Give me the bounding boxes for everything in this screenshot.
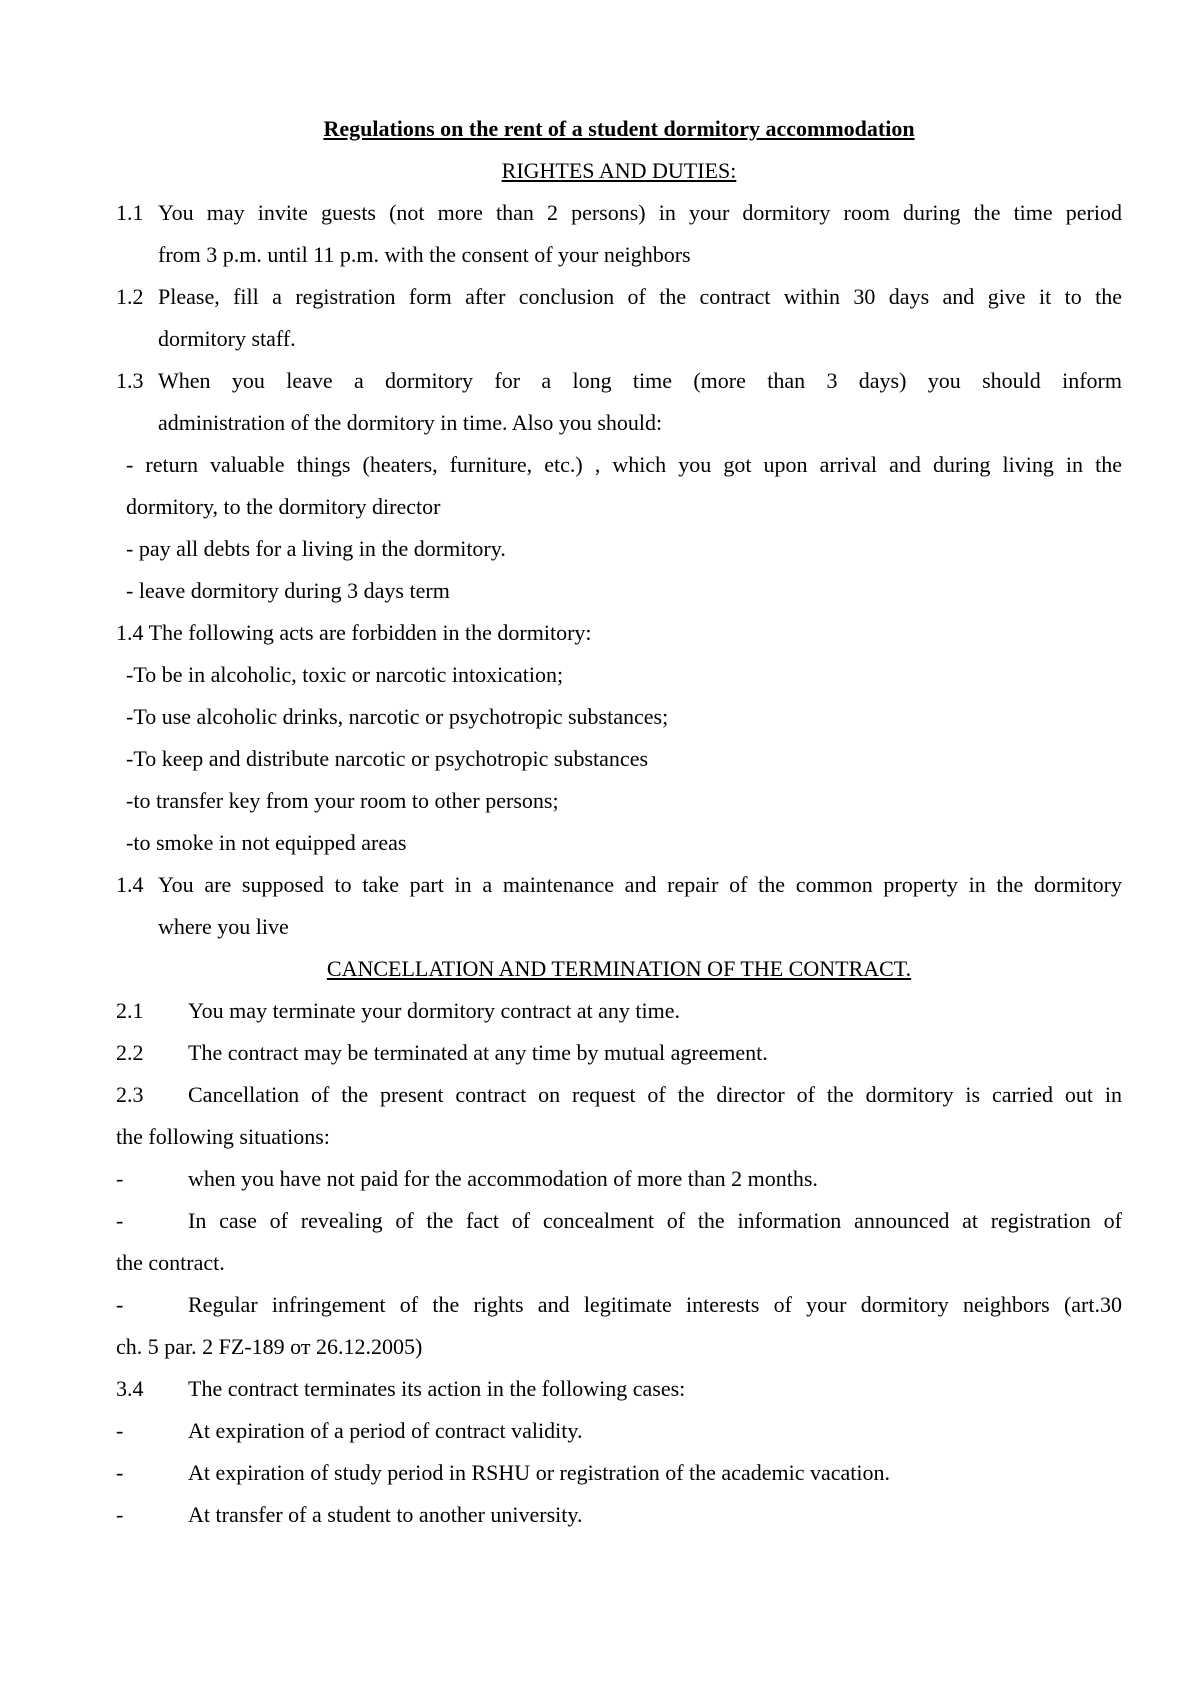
item-2-3 — [116, 1074, 1122, 1116]
item-2-3-cont: the following situations: — [116, 1124, 330, 1149]
title-line — [116, 108, 1122, 150]
item-number: 1.1 — [116, 200, 144, 225]
document-title: Regulations on the rent of a student dormitory accommodation — [323, 116, 915, 141]
section-heading-cancellation-text: CANCELLATION AND TERMINATION OF THE CONTRACT. — [326, 956, 912, 981]
termination-case — [116, 1410, 1122, 1452]
forbidden-item: -To be in alcoholic, toxic or narcotic intoxication; — [126, 662, 564, 687]
item-text: Cancellation of the present contract on request of the director of the dormitory is carried out in — [188, 1082, 1122, 1107]
item-1-2-cont: dormitory staff. — [158, 326, 296, 351]
situation-text: In case of revealing of the fact of concealment of the information announced at registration of — [188, 1208, 1122, 1233]
termination-text: At expiration of study period in RSHU or registration of the academic vacation. — [188, 1460, 890, 1485]
item-text: You may invite guests (not more than 2 persons) in your dormitory room during the time period — [158, 200, 1122, 225]
item-1-1-cont: from 3 p.m. until 11 p.m. with the consent of your neighbors — [158, 242, 691, 267]
item-text: Please, fill a registration form after conclusion of the contract within 30 days and give it to the — [158, 284, 1122, 309]
situation-concealment-cont: the contract. — [116, 1250, 225, 1275]
situation-infringement — [116, 1284, 1122, 1326]
item-1-3-cont: administration of the dormitory in time. Also you should: — [158, 410, 663, 435]
situation-text: when you have not paid for the accommodation of more than 2 months. — [188, 1166, 818, 1191]
bullet-return-things-cont: dormitory, to the dormitory director — [126, 494, 441, 519]
termination-text: At transfer of a student to another university. — [188, 1502, 583, 1527]
item-text: You are supposed to take part in a maintenance and repair of the common property in the dormitory — [158, 872, 1122, 897]
situation-unpaid — [116, 1158, 1122, 1200]
item-number: 2.1 — [116, 998, 144, 1023]
item-number: 3.4 — [116, 1376, 144, 1401]
dash-marker: - — [116, 1418, 124, 1443]
situation-concealment — [116, 1200, 1122, 1242]
termination-case — [116, 1494, 1122, 1536]
situation-infringement-cont: ch. 5 par. 2 FZ-189 от 26.12.2005) — [116, 1334, 423, 1359]
item-number: 2.2 — [116, 1040, 144, 1065]
bullet-pay-debts: - pay all debts for a living in the dormitory. — [126, 536, 506, 561]
termination-case — [116, 1452, 1122, 1494]
dash-marker: - — [116, 1292, 124, 1317]
bullet-return-things: - return valuable things (heaters, furniture, etc.) , which you got upon arrival and during living in the — [126, 452, 1122, 477]
item-number: 2.3 — [116, 1082, 144, 1107]
item-1-2 — [116, 276, 1122, 318]
forbidden-item: -To keep and distribute narcotic or psychotropic substances — [126, 746, 649, 771]
section-heading-cancellation — [116, 948, 1122, 990]
item-1-4-maintenance — [116, 864, 1122, 906]
dash-marker: - — [116, 1208, 124, 1233]
item-number: 1.4 — [116, 872, 144, 897]
item-2-2 — [116, 1032, 1122, 1074]
item-text: When you leave a dormitory for a long time (more than 3 days) you should inform — [158, 368, 1122, 393]
forbidden-item: -To use alcoholic drinks, narcotic or psychotropic substances; — [126, 704, 669, 729]
document-page — [116, 108, 1122, 1536]
item-1-4-forbidden: 1.4 The following acts are forbidden in the dormitory: — [116, 620, 592, 645]
situation-text: Regular infringement of the rights and legitimate interests of your dormitory neighbors (art.30 — [188, 1292, 1122, 1317]
termination-text: At expiration of a period of contract validity. — [188, 1418, 583, 1443]
item-3-4 — [116, 1368, 1122, 1410]
item-2-1 — [116, 990, 1122, 1032]
forbidden-item: -to smoke in not equipped areas — [126, 830, 407, 855]
dash-marker: - — [116, 1502, 124, 1527]
item-1-3 — [116, 360, 1122, 402]
item-1-1 — [116, 192, 1122, 234]
section-heading-rights — [116, 150, 1122, 192]
item-text: The contract may be terminated at any time by mutual agreement. — [188, 1040, 768, 1065]
item-text: You may terminate your dormitory contract at any time. — [188, 998, 681, 1023]
item-number: 1.2 — [116, 284, 144, 309]
dash-marker: - — [116, 1460, 124, 1485]
section-heading-rights-text: RIGHTES AND DUTIES: — [501, 158, 737, 183]
dash-marker: - — [116, 1166, 124, 1191]
item-1-4-maintenance-cont: where you live — [158, 914, 289, 939]
bullet-leave-dormitory: - leave dormitory during 3 days term — [126, 578, 450, 603]
forbidden-item: -to transfer key from your room to other persons; — [126, 788, 559, 813]
item-number: 1.3 — [116, 368, 144, 393]
item-text: The contract terminates its action in the following cases: — [188, 1376, 686, 1401]
